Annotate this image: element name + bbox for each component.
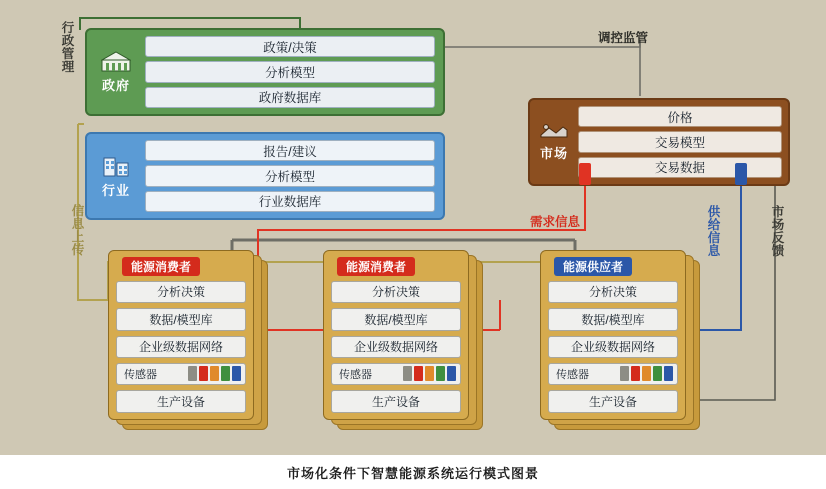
sensor-blocks: [403, 366, 456, 381]
row-analysis-decision[interactable]: 分析决策: [331, 281, 461, 303]
label-information-upload: 信息上传: [71, 204, 85, 258]
market-row-trade-model[interactable]: 交易模型: [578, 131, 782, 152]
government-row-database[interactable]: 政府数据库: [145, 87, 435, 108]
market-handshake-icon: [539, 123, 569, 141]
market-rows: [578, 100, 788, 184]
row-sensors[interactable]: [548, 363, 678, 385]
sensor-label: 传感器: [124, 369, 157, 382]
badge-energy-consumer: 能源消费者: [337, 257, 415, 276]
government-panel[interactable]: [85, 28, 445, 116]
label-regulation-supervision: 调控监管: [598, 31, 649, 45]
industry-panel[interactable]: [85, 132, 445, 220]
market-icon-column: [530, 100, 578, 184]
badge-energy-supplier: 能源供应者: [554, 257, 632, 276]
enterprise-stack-1[interactable]: [108, 250, 268, 430]
label-administration: 行政管理: [61, 21, 75, 75]
office-building-icon: [102, 154, 130, 178]
enterprise-stack-2[interactable]: [323, 250, 483, 430]
market-row-price[interactable]: 价格: [578, 106, 782, 127]
market-supply-port: [735, 163, 747, 185]
government-label: 政府: [101, 77, 130, 93]
market-label: 市场: [539, 145, 568, 161]
row-sensors[interactable]: [331, 363, 461, 385]
row-production-equipment[interactable]: 生产设备: [116, 390, 246, 412]
industry-label: 行业: [101, 182, 130, 198]
row-enterprise-data-network[interactable]: 企业级数据网络: [548, 336, 678, 358]
row-production-equipment[interactable]: 生产设备: [331, 390, 461, 412]
enterprise-card-3[interactable]: [540, 250, 686, 420]
figure-caption: 市场化条件下智慧能源系统运行模式图景: [0, 456, 826, 489]
sensor-label: 传感器: [339, 369, 372, 382]
row-analysis-decision[interactable]: 分析决策: [116, 281, 246, 303]
row-data-model-library[interactable]: 数据/模型库: [331, 308, 461, 330]
industry-rows: [145, 134, 443, 218]
government-icon-column: [87, 30, 145, 114]
enterprise-card-2[interactable]: [323, 250, 469, 420]
enterprise-stack-3[interactable]: [540, 250, 700, 430]
government-row-policy[interactable]: 政策/决策: [145, 36, 435, 57]
row-sensors[interactable]: [116, 363, 246, 385]
industry-row-model[interactable]: 分析模型: [145, 165, 435, 186]
row-enterprise-data-network[interactable]: 企业级数据网络: [116, 336, 246, 358]
sensor-label: 传感器: [556, 369, 589, 382]
label-market-feedback: 市场反馈: [771, 205, 785, 259]
market-panel[interactable]: [528, 98, 790, 186]
badge-energy-consumer: 能源消费者: [122, 257, 200, 276]
label-supply-info: 供给信息: [707, 205, 721, 259]
row-data-model-library[interactable]: 数据/模型库: [116, 308, 246, 330]
government-rows: [145, 30, 443, 114]
industry-row-database[interactable]: 行业数据库: [145, 191, 435, 212]
market-demand-port: [579, 163, 591, 185]
industry-row-report[interactable]: 报告/建议: [145, 140, 435, 161]
government-row-model[interactable]: 分析模型: [145, 61, 435, 82]
enterprise-card-1[interactable]: [108, 250, 254, 420]
market-row-trade-data[interactable]: 交易数据: [578, 157, 782, 178]
row-production-equipment[interactable]: 生产设备: [548, 390, 678, 412]
sensor-blocks: [188, 366, 241, 381]
industry-icon-column: [87, 134, 145, 218]
row-data-model-library[interactable]: 数据/模型库: [548, 308, 678, 330]
label-demand-info: 需求信息: [530, 215, 581, 229]
row-analysis-decision[interactable]: 分析决策: [548, 281, 678, 303]
sensor-blocks: [620, 366, 673, 381]
row-enterprise-data-network[interactable]: 企业级数据网络: [331, 336, 461, 358]
government-building-icon: [101, 51, 131, 73]
